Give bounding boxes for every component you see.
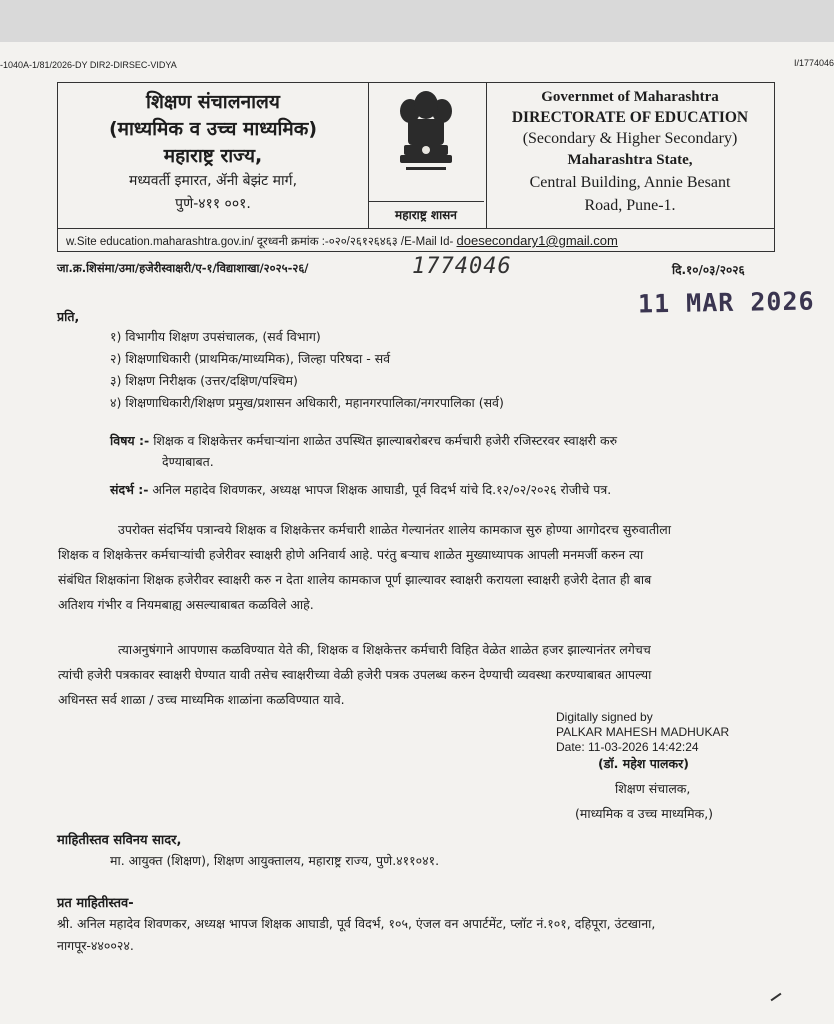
letter-date: दि.१०/०३/२०२६ xyxy=(672,263,745,277)
info-recipient: मा. आयुक्त (शिक्षण), शिक्षण आयुक्तालय, महाराष्ट्र राज्य, पुणे.४११०४१. xyxy=(110,853,440,868)
signatory-name: (डॉ. महेश पालकर) xyxy=(598,756,689,771)
recipient-item: २) शिक्षणाधिकारी (प्राथमिक/माध्यमिक), जिल्हा परिषदा - सर्व xyxy=(110,351,391,366)
digital-signature-name: PALKAR MAHESH MADHUKAR xyxy=(556,725,730,739)
address-marathi-line2: पुणे-४११ ००१. xyxy=(175,196,251,212)
paragraph-line: संबंधित शिक्षकांना शिक्षक हजेरीवर स्वाक्षरी करु न देता शालेय कामकाज पूर्ण झाल्यावर स्वाक्षरी करायला स्वाक्षरी हजेरी देतात ही बाब xyxy=(58,572,652,587)
signatory-designation: शिक्षण संचालक, xyxy=(615,781,691,796)
emblem-label: महाराष्ट्र शासन xyxy=(368,201,484,228)
letterhead-emblem-cell xyxy=(368,83,487,228)
directorate-name: DIRECTORATE OF EDUCATION xyxy=(511,109,749,126)
reference-line xyxy=(110,481,611,498)
subject-text-line2: देण्याबाबत. xyxy=(162,454,214,469)
info-heading: माहितीस्तव सविनय सादर, xyxy=(57,833,182,848)
contact-line xyxy=(58,228,774,251)
address-english-line1: Central Building, Annie Besant xyxy=(529,174,731,191)
paragraph-line: शिक्षक व शिक्षकेत्तर कर्मचाऱ्यांची हजेरीवर स्वाक्षरी होणे अनिवार्य आहे. परंतु बऱ्याच शाळेत मुख्याध्यापक आपली मनमर्जी करुन त्या xyxy=(58,547,644,562)
letterhead xyxy=(57,82,775,252)
office-name-marathi: शिक्षण संचालनालय xyxy=(146,91,280,113)
state-marathi: महाराष्ट्र राज्य, xyxy=(163,145,263,167)
recipients-label: प्रति, xyxy=(57,309,80,324)
signatory-department: (माध्यमिक व उच्च माध्यमिक,) xyxy=(575,806,714,821)
contact-details: w.Site education.maharashtra.gov.in/ दूरध्वनी क्रमांक :-०२०/२६१२६४६३ /E-Mail Id- xyxy=(66,236,457,248)
directorate-division: (Secondary & Higher Secondary) xyxy=(522,130,738,147)
paragraph-line: उपरोक्त संदर्भिय पत्रान्वये शिक्षक व शिक्षकेत्तर कर्मचारी शाळेत गेल्यानंतर शालेय कामकाज सुरु होण्या आगोदरच सुरुवातीला xyxy=(118,522,672,537)
subject-line xyxy=(110,432,617,449)
handwritten-number: 1774046 xyxy=(412,254,512,279)
government-name: Governmet of Maharashtra xyxy=(541,89,719,105)
ashoka-emblem-icon xyxy=(394,89,458,193)
recipient-item: ३) शिक्षण निरीक्षक (उत्तर/दक्षिण/पश्चिम) xyxy=(110,373,298,388)
file-reference-left: -1040A-1/81/2026-DY DIR2-DIRSEC-VIDYA xyxy=(0,60,177,70)
recipient-item: ४) शिक्षणाधिकारी/शिक्षण प्रमुख/प्रशासन अधिकारी, महानगरपालिका/नगरपालिका (सर्व) xyxy=(110,395,504,410)
paragraph-line: त्याअनुषंगाने आपणास कळविण्यात येते की, शिक्षक व शिक्षकेत्तर कर्मचारी विहित वेळेत शाळेत हजर झाल्यानंतर लगेचच xyxy=(118,642,651,657)
subject-label: विषय :- xyxy=(110,433,150,448)
scan-top-shadow xyxy=(0,0,834,42)
body-paragraph-1 xyxy=(58,517,783,617)
body-paragraph-2 xyxy=(58,637,783,712)
subject-text-line1: शिक्षक व शिक्षकेत्तर कर्मचाऱ्यांना शाळेत उपस्थित झाल्याबरोबरच कर्मचारी हजेरी रजिस्टरवर स्वाक्षरी करु xyxy=(153,433,618,448)
outward-number: जा.क्र.शिसंमा/उमा/हजेरीस्वाक्षरी/ए-१/विद्याशाखा/२०२५-२६/ xyxy=(57,261,309,275)
recipient-item: १) विभागीय शिक्षण उपसंचालक, (सर्व विभाग) xyxy=(110,329,321,344)
digital-signature-line1: Digitally signed by xyxy=(556,710,653,724)
copy-recipient-line1: श्री. अनिल महादेव शिवणकर, अध्यक्ष भापज शिक्षक आघाडी, पूर्व विदर्भ, १०५, एंजल वन अपार्टमेंट, प्लॉट नं.१०१, दहिपूरा, उंटखाना, xyxy=(57,916,656,931)
received-date-stamp: 11 MAR 2026 xyxy=(637,286,815,319)
state-english: Maharashtra State, xyxy=(567,152,693,168)
copy-heading: प्रत माहितीस्तव- xyxy=(57,896,134,911)
address-english-line2: Road, Pune-1. xyxy=(584,197,676,214)
address-marathi-line1: मध्यवर्ती इमारत, ॲनी बेझंट मार्ग, xyxy=(128,173,298,189)
pen-mark xyxy=(771,993,782,1002)
reference-label: संदर्भ :- xyxy=(110,482,149,497)
letterhead-english xyxy=(486,83,774,228)
letterhead-marathi xyxy=(58,83,369,228)
paragraph-line: अधिनस्त सर्व शाळा / उच्च माध्यमिक शाळांना कळविण्यात यावे. xyxy=(58,692,345,707)
reference-text: अनिल महादेव शिवणकर, अध्यक्ष भापज शिक्षक आघाडी, पूर्व विदर्भ यांचे दि.१२/०२/२०२६ रोजीचे पत्र. xyxy=(152,482,612,497)
paragraph-line: त्यांची हजेरी पत्रकावर स्वाक्षरी घेण्यात यावी तसेच स्वाक्षरीच्या वेळी हजेरी पत्रक उपलब्ध करुन देण्याची व्यवस्था करण्याबाबत आपल्या xyxy=(58,667,652,682)
copy-recipient-line2: नागपूर-४४००२४. xyxy=(57,938,134,953)
office-division-marathi: (माध्यमिक व उच्च माध्यमिक) xyxy=(108,118,318,140)
email-link[interactable]: doesecondary1@gmail.com xyxy=(456,233,618,248)
file-reference-right: I/1774046 xyxy=(793,58,834,68)
paragraph-line: अतिशय गंभीर व नियमबाह्य असल्याबाबत कळविले आहे. xyxy=(58,597,314,612)
digital-signature-date: Date: 11-03-2026 14:42:24 xyxy=(556,740,699,754)
